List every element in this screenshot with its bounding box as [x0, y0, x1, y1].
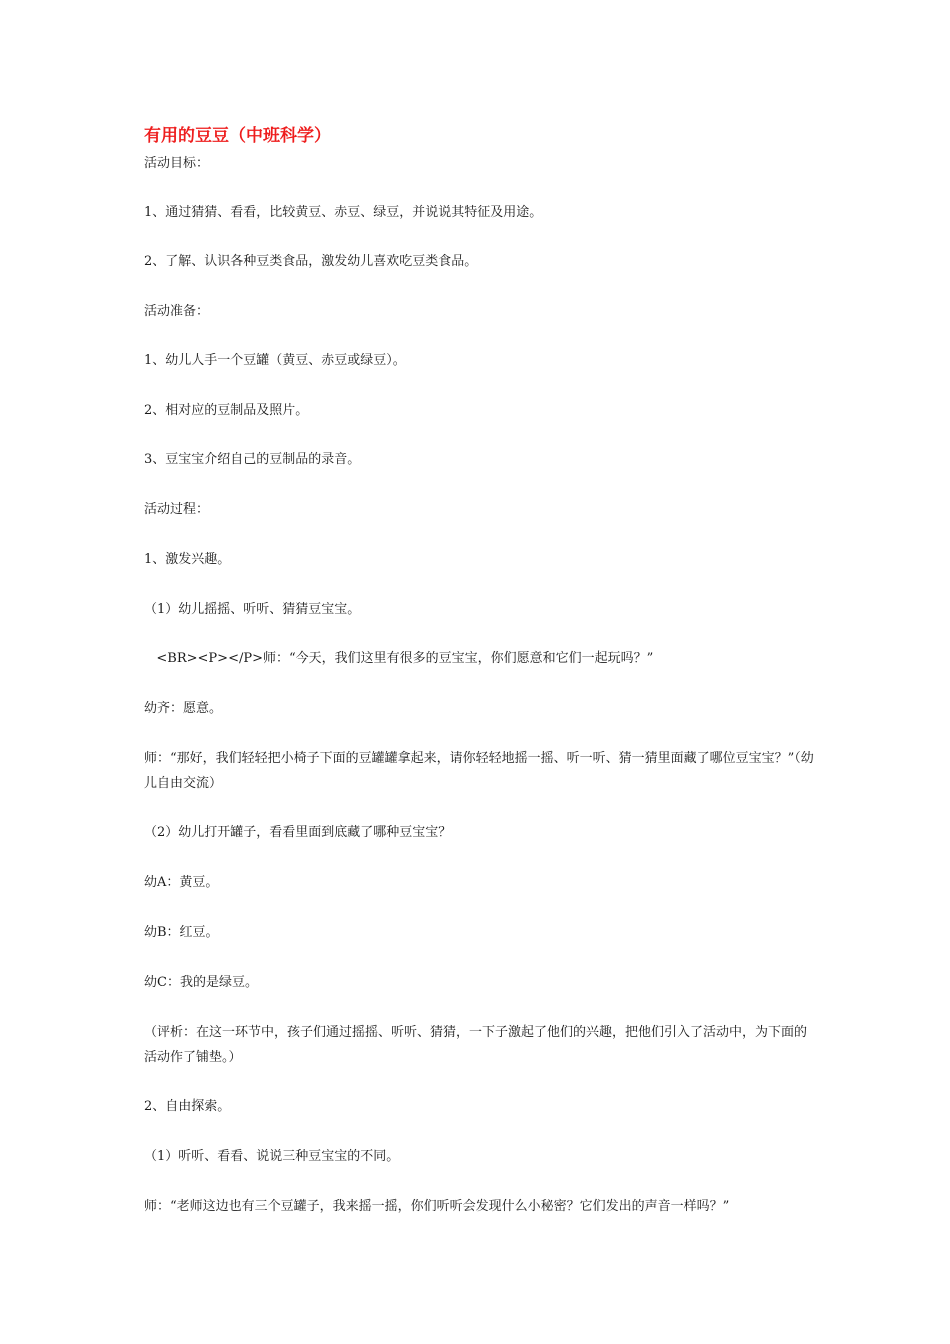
paragraph: （1）幼儿摇摇、听听、猜猜豆宝宝。	[144, 602, 361, 617]
section-heading-goals: 活动目标：	[144, 156, 210, 171]
paragraph: 幼A：黄豆。	[144, 875, 219, 890]
paragraph: 2、自由探索。	[144, 1099, 231, 1114]
paragraph: （1）听听、看看、说说三种豆宝宝的不同。	[144, 1149, 400, 1164]
paragraph: 幼齐：愿意。	[144, 701, 223, 716]
section-heading-process: 活动过程：	[144, 502, 210, 517]
paragraph: 1、通过猜猜、看看，比较黄豆、赤豆、绿豆，并说说其特征及用途。	[144, 205, 543, 220]
paragraph: 师：“那好，我们轻轻把小椅子下面的豆罐罐拿起来，请你轻轻地摇一摇、听一听、猜一猜里面藏了哪位豆宝宝？”（幼儿自由交流）	[144, 751, 814, 791]
paragraph: （2）幼儿打开罐子，看看里面到底藏了哪种豆宝宝？	[144, 825, 452, 840]
paragraph: 2、了解、认识各种豆类食品，激发幼儿喜欢吃豆类食品。	[144, 254, 478, 269]
paragraph: 1、激发兴趣。	[144, 552, 231, 567]
paragraph: 1、幼儿人手一个豆罐（黄豆、赤豆或绿豆）。	[144, 353, 406, 368]
paragraph: 幼C：我的是绿豆。	[144, 975, 258, 990]
paragraph: 幼B：红豆。	[144, 925, 219, 940]
paragraph: <BR><P></P>师：“今天，我们这里有很多的豆宝宝，你们愿意和它们一起玩吗？”	[144, 651, 654, 666]
paragraph: 3、豆宝宝介绍自己的豆制品的录音。	[144, 452, 361, 467]
paragraph: 2、相对应的豆制品及照片。	[144, 403, 309, 418]
paragraph: （评析：在这一环节中，孩子们通过摇摇、听听、猜猜，一下子激起了他们的兴趣，把他们引入了活动中，为下面的活动作了铺垫。）	[144, 1025, 808, 1065]
section-heading-preparation: 活动准备：	[144, 304, 210, 319]
paragraph: 师：“老师这边也有三个豆罐子，我来摇一摇，你们听听会发现什么小秘密？它们发出的声音一样吗？”	[144, 1199, 730, 1214]
document-title: 有用的豆豆（中班科学）	[144, 126, 331, 146]
